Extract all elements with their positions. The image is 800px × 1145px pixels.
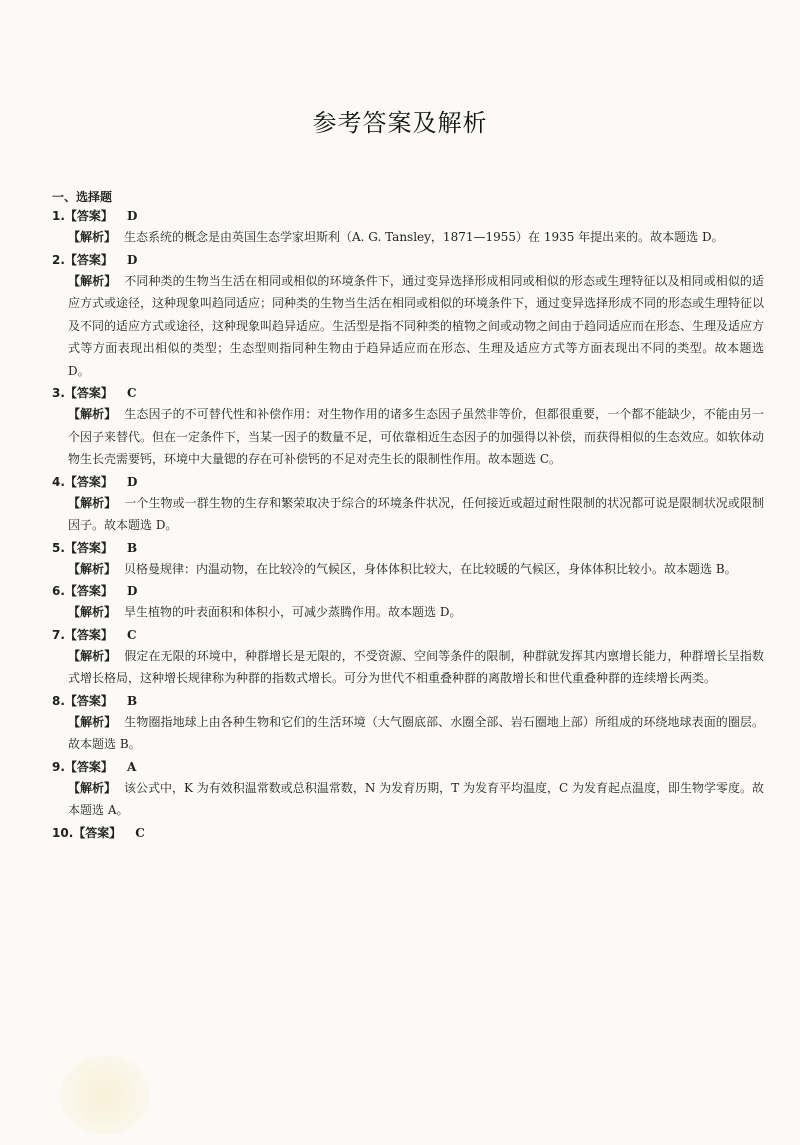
answer-line xyxy=(52,538,764,558)
explanation xyxy=(52,777,764,822)
explanation-text: 不同种类的生物当生活在相同或相似的环境条件下，通过变异选择形成相同或相似的形态或生理特征以及相同或相似的适应方式或途径，这种现象叫趋同适应；同种类的生物当生活在相同或相似的环境条件下，通过变异选择形成不同的形态或生理特征以及不同的适应方式或途径，这种现象叫趋异适应。生活型是指不同种类的植物之间或动物之间由于趋同适应而在形态、生理及适应方式等方面表现出相似的类型；生态型则指同种生物由于趋异适应而在形态、生理及适应方式等方面表现出不同的类型。故本题选 D。 xyxy=(68,273,765,378)
answer-key: D xyxy=(126,474,138,489)
answer-key: A xyxy=(126,759,137,774)
answer-label: 【答案】 xyxy=(64,474,113,489)
answer-label: 【答案】 xyxy=(64,627,113,642)
question-number: 7. xyxy=(52,627,65,642)
answer-item xyxy=(52,581,764,624)
answer-key: D xyxy=(126,584,138,598)
answer-item xyxy=(52,691,764,756)
explanation-text: 生态系统的概念是由英国生态学家坦斯利（A. G. Tansley，1871—1955）在 1935 年提出来的。故本题选 D。 xyxy=(124,230,724,244)
answer-label: 【答案】 xyxy=(64,584,113,598)
explanation-text: 生物圈指地球上由各种生物和它们的生活环境（大气圈底部、水圈全部、岩石圈地上部）所组成的环绕地球表面的圈层。故本题选 B。 xyxy=(68,714,764,751)
answer-line xyxy=(52,625,764,645)
explanation xyxy=(52,645,764,690)
answer-item xyxy=(52,472,764,537)
answer-label: 【答案】 xyxy=(64,759,113,774)
answer-item xyxy=(52,250,764,383)
answer-key: C xyxy=(135,825,145,840)
answer-key: D xyxy=(126,252,138,267)
answer-label: 【答案】 xyxy=(73,825,122,840)
explain-label: 【解析】 xyxy=(68,648,117,663)
answer-line xyxy=(52,823,764,843)
explain-label: 【解析】 xyxy=(68,714,117,729)
answer-item xyxy=(52,625,764,690)
question-number: 9. xyxy=(52,759,65,774)
question-number: 4. xyxy=(52,474,65,489)
page-title: 参考答案及解析 xyxy=(312,109,488,137)
answer-item xyxy=(52,538,764,581)
answer-key: C xyxy=(126,627,137,642)
answer-line xyxy=(52,472,764,492)
explanation-text: 假定在无限的环境中，种群增长是无限的，不受资源、空间等条件的限制，种群就发挥其内禀增长能力，种群增长呈指数式增长格局，这种增长规律称为种群的指数式增长。可分为世代不相重叠种群的离散增长和世代重叠种群的连续增长两类。 xyxy=(68,648,764,685)
question-number: 5. xyxy=(52,540,65,555)
question-number: 3. xyxy=(52,386,65,400)
answer-key: B xyxy=(126,540,138,555)
explain-label: 【解析】 xyxy=(68,780,117,795)
answer-label: 【答案】 xyxy=(64,209,113,223)
answer-line xyxy=(52,691,764,711)
answer-line xyxy=(52,581,764,601)
explain-label: 【解析】 xyxy=(68,273,117,288)
explanation xyxy=(52,492,764,537)
explanation-text: 一个生物或一群生物的生存和繁荣取决于综合的环境条件状况，任何接近或超过耐性限制的状况都可说是限制状况或限制因子。故本题选 D。 xyxy=(68,495,764,532)
answer-key: B xyxy=(126,693,138,708)
answer-item xyxy=(52,206,764,249)
question-number: 1. xyxy=(52,209,65,223)
answer-item xyxy=(52,383,764,471)
explain-label: 【解析】 xyxy=(68,407,117,421)
question-number: 8. xyxy=(52,693,65,708)
answer-key: C xyxy=(126,386,137,400)
explain-label: 【解析】 xyxy=(68,495,117,510)
answer-line xyxy=(52,383,764,403)
explanation xyxy=(52,558,764,581)
answer-label: 【答案】 xyxy=(64,386,113,400)
answer-list xyxy=(52,205,764,843)
explanation xyxy=(52,601,764,624)
answer-key: D xyxy=(126,209,138,223)
explanation-text: 旱生植物的叶表面积和体积小，可减少蒸腾作用。故本题选 D。 xyxy=(124,605,462,619)
explanation xyxy=(52,403,764,471)
answer-line xyxy=(52,757,764,777)
explain-label: 【解析】 xyxy=(68,561,117,576)
explanation xyxy=(52,711,764,756)
explanation-text: 贝格曼规律：内温动物，在比较冷的气候区，身体体积比较大，在比较暖的气候区，身体体积比较小。故本题选 B。 xyxy=(124,561,737,576)
answer-item xyxy=(52,757,764,822)
explain-label: 【解析】 xyxy=(68,605,117,619)
explanation-text: 该公式中，K 为有效积温常数或总积温常数，N 为发育历期，T 为发育平均温度，C 为发育起点温度，即生物学零度。故本题选 A。 xyxy=(68,780,764,817)
answer-line xyxy=(52,250,764,270)
explain-label: 【解析】 xyxy=(68,230,117,244)
question-number: 2. xyxy=(52,252,65,267)
answer-label: 【答案】 xyxy=(64,693,113,708)
answer-label: 【答案】 xyxy=(64,252,113,267)
question-number: 6. xyxy=(52,584,65,598)
question-number: 10. xyxy=(52,825,74,840)
explanation xyxy=(52,270,764,383)
answer-line xyxy=(52,206,764,226)
explanation xyxy=(52,226,764,249)
answer-item xyxy=(52,823,764,843)
answer-label: 【答案】 xyxy=(64,540,113,555)
section-heading: 一、选择题 xyxy=(52,190,113,204)
paper-stain xyxy=(60,1055,150,1135)
explanation-text: 生态因子的不可替代性和补偿作用：对生物作用的诸多生态因子虽然非等价，但都很重要，一个都不能缺少，不能由另一个因子来替代。但在一定条件下，当某一因子的数量不足，可依靠相近生态因子的加强得以补偿，而获得相似的生态效应。如软体动物生长壳需要钙，环境中大量锶的存在可补偿钙的不足对壳生长的限制性作用。故本题选 C。 xyxy=(68,407,765,466)
